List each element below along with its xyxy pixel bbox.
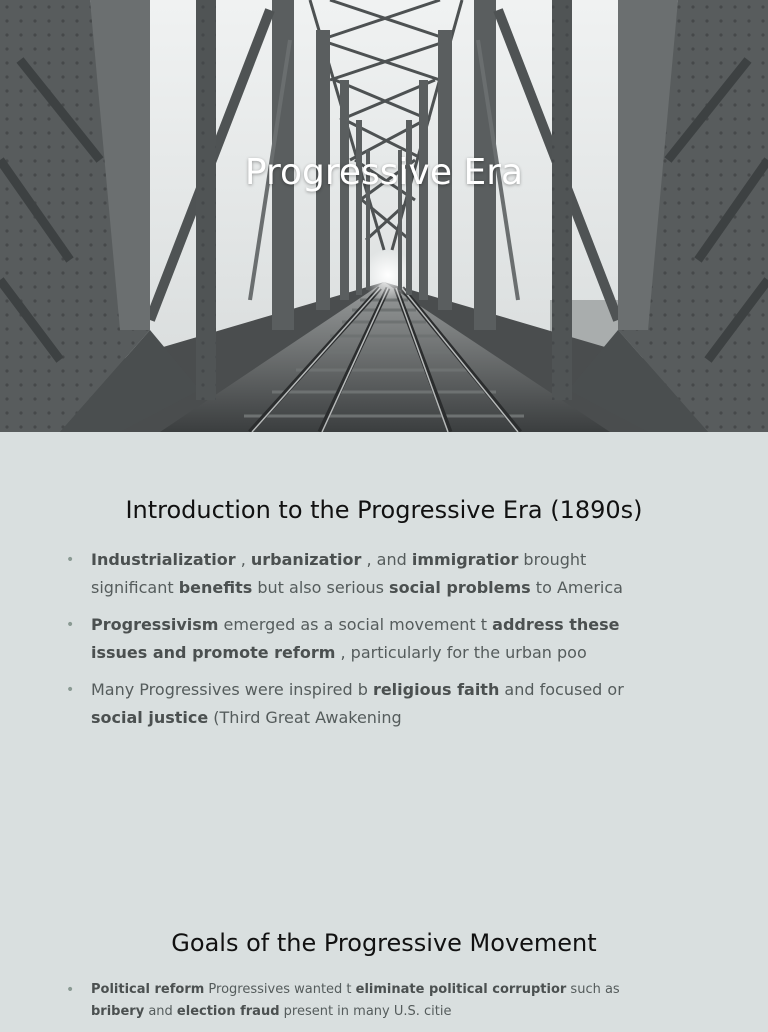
bullet-text: Many Progressives were inspired b: [91, 680, 373, 699]
bullet-item: [66, 676, 666, 732]
bullet-emphasis: urbanizatior: [250, 550, 362, 569]
bullet-emphasis: social problems: [389, 578, 531, 597]
bullet-emphasis: bribery: [91, 1004, 145, 1019]
bullet-text: and focused or: [499, 680, 624, 699]
bullet-text: , and: [361, 550, 412, 569]
bullet-emphasis: Political reform: [91, 982, 205, 997]
bullet-text: Progressives wanted t: [204, 982, 356, 997]
bullet-emphasis: election fraud: [176, 1004, 280, 1019]
bullet-text: ,: [235, 550, 251, 569]
goals-heading: Goals of the Progressive Movement: [171, 929, 597, 957]
bullet-item: [66, 979, 666, 1023]
intro-heading: Introduction to the Progressive Era (1890s): [125, 496, 643, 524]
bullet-text: and: [144, 1004, 177, 1019]
bullet-emphasis: immigratior: [411, 550, 519, 569]
bridge-photo: [0, 0, 768, 432]
bullet-emphasis: address these issues and promote reform: [91, 615, 620, 662]
bullet-text: present in many U.S. citie: [279, 1004, 452, 1019]
slide-title: Progressive Era: [244, 152, 524, 193]
bullet-emphasis: Industrializatior: [91, 550, 236, 569]
intro-bullet-list: [66, 546, 666, 741]
bullet-item: [66, 611, 666, 667]
bullet-text: but also serious: [252, 578, 390, 597]
title-slide: [0, 0, 768, 432]
bullet-emphasis: religious faith: [372, 680, 500, 699]
bullet-text: brought significant: [91, 550, 587, 597]
bullet-text: emerged as a social movement t: [218, 615, 493, 634]
bullet-emphasis: benefits: [178, 578, 253, 597]
bullet-emphasis: social justice: [91, 708, 209, 727]
bullet-text: to America: [530, 578, 623, 597]
bullet-text: such as: [566, 982, 620, 997]
bullet-item: [66, 546, 666, 602]
bullet-text: , particularly for the urban poo: [335, 643, 587, 662]
goals-bullet-list: [66, 979, 666, 1032]
content-slide: [0, 432, 768, 1024]
bullet-text: (Third Great Awakening: [208, 708, 402, 727]
bullet-emphasis: eliminate political corruptior: [355, 982, 567, 997]
bullet-emphasis: Progressivism: [91, 615, 219, 634]
